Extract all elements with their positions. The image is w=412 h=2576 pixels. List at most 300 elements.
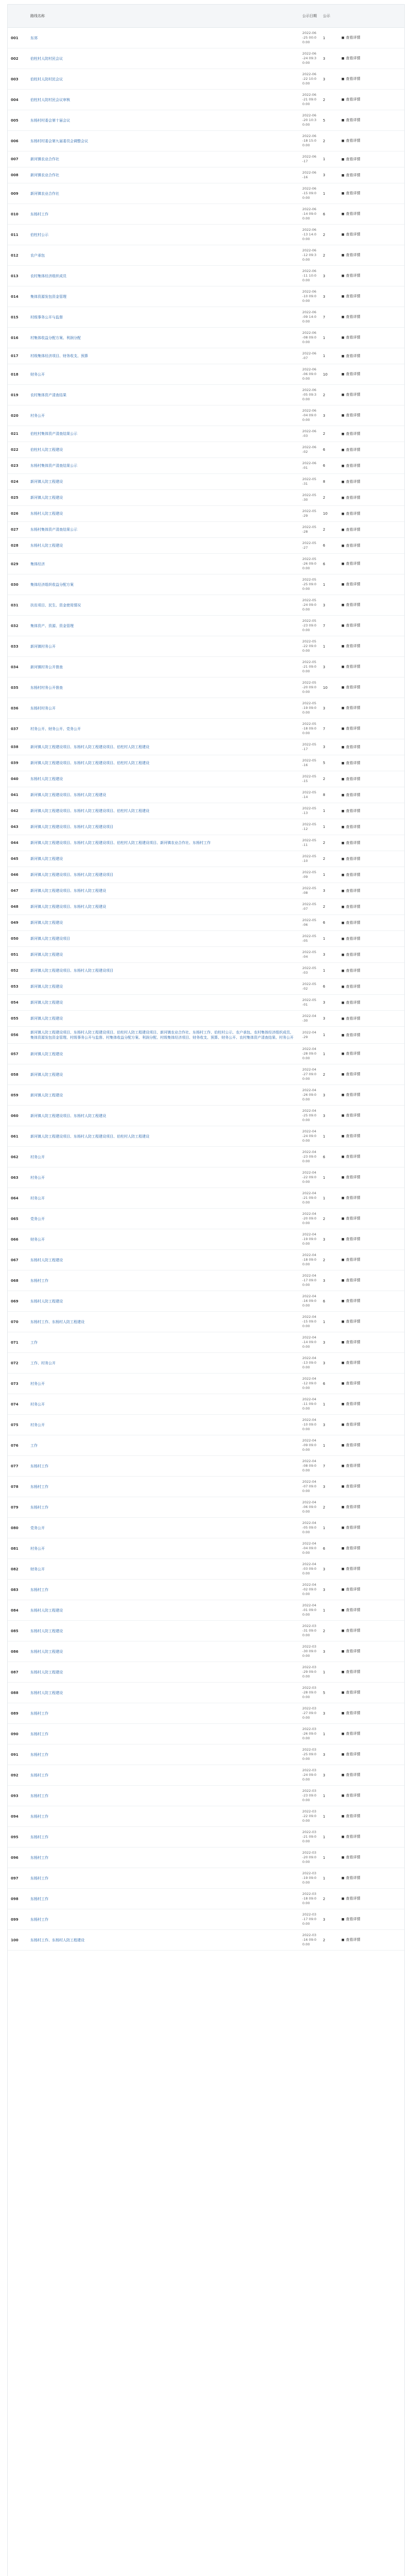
row-action-cell: [338, 1332, 405, 1353]
view-details-button[interactable]: [341, 1525, 360, 1531]
square-bullet-icon: ■: [341, 645, 345, 648]
row-action-cell: [338, 1435, 405, 1456]
row-action-cell: [338, 771, 405, 787]
row-date: 2022-06-08 09:00:00: [302, 331, 317, 344]
row-title-link[interactable]: 财务公开: [30, 1237, 45, 1242]
view-details-button[interactable]: [341, 1298, 360, 1304]
row-title-link[interactable]: 东杨村工作: [30, 1896, 48, 1901]
row-title-link[interactable]: 东杨村人防工程建设: [30, 544, 63, 548]
view-details-button[interactable]: [341, 1154, 360, 1160]
view-details-label: 查看详情: [346, 447, 360, 452]
view-details-button[interactable]: [341, 760, 360, 766]
square-bullet-icon: ■: [341, 937, 345, 941]
table-row: [8, 167, 405, 183]
row-title-link[interactable]: 新河镇人防工程建设项目、东杨村人防工程建设项目、伯柱村人防工程建设项目、新河镇农业合作社、东杨村工作: [30, 841, 211, 845]
row-count: 3: [323, 745, 325, 749]
row-date: 2022-05-22 09:00:00: [302, 639, 317, 653]
view-details-button[interactable]: [341, 252, 360, 258]
square-bullet-icon: ■: [341, 1114, 345, 1117]
row-number: 025: [11, 496, 19, 500]
row-title-link[interactable]: 东杨村工作: [30, 1752, 48, 1757]
view-details-button[interactable]: [341, 1855, 360, 1860]
row-count: 3: [323, 294, 325, 299]
view-details-button[interactable]: [341, 1669, 360, 1675]
view-details-button[interactable]: [341, 582, 360, 587]
view-details-button[interactable]: [341, 463, 360, 469]
row-title-link[interactable]: 新河镇人防工程建设项目、东杨村人防工程建设项目、伯柱村人防工程建设项目、新河镇农业合作社、东杨村工作、伯柱村公示、农户承包、农村集体经济组织成员、集体资源发包资金管理、村级事务公开与监督、村集体收益分配方案、利润分配、村级集体经济项目、财务收支、预算、财务公开、农村集体资产清查结果、村务公开: [30, 1030, 294, 1040]
row-number: 048: [11, 905, 19, 909]
row-title-link[interactable]: 财务公开: [30, 372, 45, 377]
row-title-link[interactable]: 东杨村人防工程建设: [30, 1608, 63, 1613]
view-details-button[interactable]: [341, 1793, 360, 1799]
view-details-button[interactable]: [341, 1175, 360, 1180]
row-title-link[interactable]: 农村集体资产清查结果: [30, 393, 66, 397]
row-title-link[interactable]: 东杨村村务公开督查: [30, 685, 63, 690]
view-details-button[interactable]: [341, 776, 360, 782]
view-details-label: 查看详情: [346, 173, 360, 177]
row-action-cell: [338, 506, 405, 522]
row-title-link[interactable]: 东杨村工作: [30, 1773, 48, 1777]
view-details-button[interactable]: [341, 1772, 360, 1778]
view-details-button[interactable]: [341, 920, 360, 926]
square-bullet-icon: ■: [341, 118, 345, 122]
view-details-label: 查看详情: [346, 1319, 360, 1324]
row-title-link[interactable]: 东杨村工作: [30, 1835, 48, 1839]
view-details-button[interactable]: [341, 1814, 360, 1819]
row-number: 023: [11, 464, 19, 468]
header-count[interactable]: 公示: [320, 5, 338, 28]
view-details-button[interactable]: [341, 1016, 360, 1022]
view-details-button[interactable]: [341, 1607, 360, 1613]
view-details-button[interactable]: [341, 527, 360, 533]
view-details-button[interactable]: [341, 602, 360, 608]
view-details-button[interactable]: [341, 335, 360, 341]
header-name[interactable]: 路线名称: [27, 5, 299, 28]
row-title-link[interactable]: 东杨村人防工程建设: [30, 512, 63, 516]
square-bullet-icon: ■: [341, 464, 345, 468]
view-details-button[interactable]: [341, 685, 360, 690]
row-count: 2: [323, 528, 325, 532]
row-action-cell: [338, 787, 405, 803]
view-details-button[interactable]: [341, 872, 360, 878]
view-details-button[interactable]: [341, 479, 360, 485]
row-title-link[interactable]: 工作、村务公开: [30, 1361, 56, 1365]
view-details-label: 查看详情: [346, 1567, 360, 1571]
row-title-link[interactable]: 东杨村村务公开: [30, 706, 56, 710]
view-details-button[interactable]: [341, 1051, 360, 1057]
row-action-cell: [338, 385, 405, 405]
header-date[interactable]: 公示日期: [299, 5, 320, 28]
row-count: 2: [323, 857, 325, 861]
row-title-link[interactable]: 东杨村人防工程建设: [30, 1670, 63, 1674]
row-title-link[interactable]: 新河镇人防工程建设项目、东杨村人防工程建设: [30, 889, 106, 893]
row-title-link[interactable]: 新河镇人防工程建设: [30, 1001, 63, 1005]
square-bullet-icon: ■: [341, 1856, 345, 1859]
view-details-button[interactable]: [341, 543, 360, 549]
row-count: 1: [323, 354, 325, 358]
view-details-button[interactable]: [341, 117, 360, 123]
view-details-label: 查看详情: [346, 191, 360, 195]
row-title-link[interactable]: 东杨村工作: [30, 1484, 48, 1489]
view-details-button[interactable]: [341, 173, 360, 178]
row-title-link[interactable]: 新河镇农业合作社: [30, 173, 59, 177]
row-title-link[interactable]: 东杨村人防工程建设: [30, 1629, 63, 1633]
square-bullet-icon: ■: [341, 1485, 345, 1488]
view-details-label: 查看详情: [346, 808, 360, 813]
view-details-label: 查看详情: [346, 212, 360, 216]
view-details-button[interactable]: [341, 643, 360, 649]
row-date: 2022-04-30: [302, 1014, 317, 1023]
row-title-link[interactable]: 伯柱村人防村民会议审核: [30, 97, 70, 102]
row-title-link[interactable]: 东杨村人防工程建设: [30, 1649, 63, 1654]
row-title-link[interactable]: 新河镇人防工程建设: [30, 921, 63, 925]
view-details-button[interactable]: [341, 97, 360, 103]
row-title-link[interactable]: 新河镇人防工程建设项目、东杨村人防工程建设: [30, 905, 106, 909]
row-title-link[interactable]: 东杨村村委会第九届委员会调整会议: [30, 139, 88, 143]
row-number: 074: [11, 1402, 19, 1406]
row-action-cell: [338, 1477, 405, 1497]
row-count: 5: [323, 761, 325, 765]
row-title-link[interactable]: 村级事务公开与监督: [30, 315, 63, 319]
row-number: 044: [11, 841, 19, 845]
square-bullet-icon: ■: [341, 1155, 345, 1159]
row-count: 3: [323, 1361, 325, 1365]
view-details-button[interactable]: [341, 1032, 360, 1038]
view-details-label: 查看详情: [346, 393, 360, 397]
row-date: 2022-05-05: [302, 934, 317, 943]
row-count: 3: [323, 1278, 325, 1283]
view-details-button[interactable]: [341, 936, 360, 942]
square-bullet-icon: ■: [341, 315, 345, 319]
view-details-button[interactable]: [341, 888, 360, 894]
view-details-button[interactable]: [341, 495, 360, 501]
view-details-button[interactable]: [341, 792, 360, 798]
row-date: 2022-04-24 09:00:00: [302, 1129, 317, 1143]
row-title-link[interactable]: 新河镇人防工程建设项目、东杨村人防工程建设项目: [30, 873, 113, 877]
view-details-button[interactable]: [341, 1546, 360, 1551]
view-details-button[interactable]: [341, 904, 360, 910]
row-number: 086: [11, 1649, 19, 1654]
view-details-button[interactable]: [341, 1216, 360, 1222]
square-bullet-icon: ■: [341, 1732, 345, 1736]
row-title-link[interactable]: 村务公开: [30, 1422, 45, 1427]
row-action-cell: [338, 1518, 405, 1538]
view-details-label: 查看详情: [346, 1484, 360, 1488]
row-count: 3: [323, 1093, 325, 1097]
row-title-link[interactable]: 伯柱村人防村民会议: [30, 77, 63, 81]
row-title-link[interactable]: 集体经济组织收益分配方案: [30, 582, 74, 587]
row-title-link[interactable]: 村务公开: [30, 413, 45, 418]
view-details-button[interactable]: [341, 1463, 360, 1469]
row-title-link[interactable]: 集体资源发包资金管理: [30, 294, 66, 299]
row-title-link[interactable]: 新河镇人防工程建设项目、东杨村人防工程建设: [30, 1113, 106, 1118]
row-title-link[interactable]: 新河镇人防工程建设项目、东杨村人防工程建设: [30, 793, 106, 797]
row-date: 2022-06-04 09:00:00: [302, 409, 317, 422]
square-bullet-icon: ■: [341, 1279, 345, 1282]
row-title-link[interactable]: 东杨村工作: [30, 212, 48, 216]
view-details-button[interactable]: [341, 1752, 360, 1757]
view-details-button[interactable]: [341, 561, 360, 567]
row-title-link[interactable]: 新河镇人防工程建设项目、东杨村人防工程建设项目: [30, 825, 113, 829]
row-title-link[interactable]: 东杨村集体资产清查结果公示: [30, 464, 77, 468]
view-details-button[interactable]: [341, 138, 360, 144]
view-details-button[interactable]: [341, 1875, 360, 1881]
row-title-link[interactable]: 东杨村工作: [30, 1855, 48, 1860]
row-date: 2022-06-18 15:00:00: [302, 134, 317, 147]
row-title-link[interactable]: 集体经济: [30, 562, 45, 566]
view-details-button[interactable]: [341, 1917, 360, 1922]
view-details-button[interactable]: [341, 1587, 360, 1592]
view-details-button[interactable]: [341, 1484, 360, 1489]
view-details-button[interactable]: [341, 968, 360, 974]
row-title-link[interactable]: 党务公开: [30, 1216, 45, 1221]
view-details-button[interactable]: [341, 232, 360, 238]
row-title-link[interactable]: 村务公开: [30, 1155, 45, 1159]
row-title-link[interactable]: 伯柱村集体资产清查结果公示: [30, 432, 77, 436]
view-details-button[interactable]: [341, 1113, 360, 1118]
view-details-button[interactable]: [341, 1731, 360, 1737]
row-title-link[interactable]: 财务公开: [30, 1567, 45, 1571]
view-details-button[interactable]: [341, 1072, 360, 1077]
row-title-link[interactable]: 农村集体经济组织成员: [30, 274, 66, 278]
row-count: 3: [323, 603, 325, 607]
row-title-link[interactable]: 新河镇人防工程建设: [30, 953, 63, 957]
row-title-link[interactable]: 东杨村工作: [30, 1505, 48, 1510]
row-title-link[interactable]: 东杨村工作、东杨村人防工程建设: [30, 1319, 84, 1324]
row-title-link[interactable]: 新河镇人防工程建设: [30, 857, 63, 861]
row-title-link[interactable]: 东郊: [30, 36, 38, 40]
view-details-button[interactable]: [341, 1896, 360, 1902]
row-date: 2022-05-04: [302, 950, 317, 959]
row-number: 032: [11, 623, 19, 628]
view-details-button[interactable]: [341, 1443, 360, 1448]
row-title-link[interactable]: 东杨村人防工程建设: [30, 777, 63, 781]
row-title-link[interactable]: 新河镇人防工程建设: [30, 1072, 63, 1077]
square-bullet-icon: ■: [341, 1341, 345, 1344]
table-row: [8, 1600, 405, 1621]
row-number: 021: [11, 432, 19, 436]
view-details-label: 查看详情: [346, 1732, 360, 1736]
row-title-link[interactable]: 工作: [30, 1443, 38, 1448]
row-title-link[interactable]: 新河镇人防工程建设: [30, 1093, 63, 1097]
view-details-button[interactable]: [341, 1566, 360, 1572]
view-details-button[interactable]: [341, 294, 360, 299]
view-details-button[interactable]: [341, 1000, 360, 1006]
row-title-link[interactable]: 新河镇人防工程建设: [30, 496, 63, 500]
view-details-button[interactable]: [341, 984, 360, 990]
row-action-cell: [338, 1027, 405, 1044]
view-details-button[interactable]: [341, 856, 360, 862]
square-bullet-icon: ■: [341, 98, 345, 101]
view-details-button[interactable]: [341, 1236, 360, 1242]
view-details-button[interactable]: [341, 353, 360, 359]
view-details-button[interactable]: [341, 824, 360, 830]
row-title-link[interactable]: 新河镇人防工程建设: [30, 1016, 63, 1021]
row-title-link[interactable]: 集体资产、资源、资金管理: [30, 623, 74, 628]
view-details-button[interactable]: [341, 273, 360, 279]
view-details-button[interactable]: [341, 1195, 360, 1201]
row-count: 2: [323, 496, 325, 500]
view-details-button[interactable]: [341, 664, 360, 670]
row-title-link[interactable]: 新河镇农业合作社: [30, 157, 59, 161]
view-details-button[interactable]: [341, 1360, 360, 1366]
row-title-link[interactable]: 新河镇人防工程建设项目、东杨村人防工程建设项目、伯柱村人防工程建设: [30, 745, 149, 749]
row-title-link[interactable]: 东杨村集体资产清查结果公示: [30, 528, 77, 532]
square-bullet-icon: ■: [341, 825, 345, 829]
row-title-link[interactable]: 东杨村工作: [30, 1917, 48, 1922]
row-action-cell: [338, 979, 405, 995]
view-details-button[interactable]: [341, 1278, 360, 1283]
table-header-row: [8, 5, 405, 28]
row-title-link[interactable]: 村务公开: [30, 1196, 45, 1200]
row-action-cell: [338, 426, 405, 442]
row-number: 041: [11, 793, 19, 797]
view-details-button[interactable]: [341, 1649, 360, 1654]
view-details-button[interactable]: [341, 1628, 360, 1634]
row-count: 2: [323, 432, 325, 436]
table-row: [8, 1147, 405, 1167]
square-bullet-icon: ■: [341, 1815, 345, 1818]
row-title-link[interactable]: 伯柱村公示: [30, 232, 48, 237]
row-title-link[interactable]: 村务公开: [30, 1381, 45, 1386]
view-details-button[interactable]: [341, 1133, 360, 1139]
view-details-button[interactable]: [341, 157, 360, 162]
row-title-link[interactable]: 东杨村工作: [30, 1711, 48, 1716]
row-count: 5: [323, 118, 325, 123]
row-title-link[interactable]: 东杨村人防工程建设: [30, 1258, 63, 1262]
view-details-button[interactable]: [341, 413, 360, 418]
row-date: 2022-05-13: [302, 806, 317, 815]
row-count: 1: [323, 969, 325, 973]
view-details-button[interactable]: [341, 211, 360, 217]
table-row: [8, 1126, 405, 1147]
view-details-label: 查看详情: [346, 1299, 360, 1303]
view-details-button[interactable]: [341, 1710, 360, 1716]
row-title-link[interactable]: 新河镇农业合作社: [30, 191, 59, 196]
row-title-link[interactable]: 东杨村工作: [30, 1464, 48, 1468]
row-title-link[interactable]: 东杨村村委会第十届会议: [30, 118, 70, 123]
row-title-link[interactable]: 村务公开: [30, 1402, 45, 1406]
row-action-cell: [338, 1641, 405, 1662]
row-title-link[interactable]: 农户承包: [30, 253, 45, 258]
row-title-link[interactable]: 东杨村工作: [30, 1814, 48, 1819]
view-details-button[interactable]: [341, 1504, 360, 1510]
row-date: 2022-06-10 09:00:00: [302, 290, 317, 303]
row-number: 085: [11, 1629, 19, 1633]
square-bullet-icon: ■: [341, 745, 345, 749]
square-bullet-icon: ■: [341, 1033, 345, 1037]
row-title-link[interactable]: 东杨村工作: [30, 1278, 48, 1283]
view-details-button[interactable]: [341, 56, 360, 61]
row-date: 2022-05-01: [302, 998, 317, 1007]
row-title-link[interactable]: 东杨村工作: [30, 1793, 48, 1798]
view-details-button[interactable]: [341, 1690, 360, 1696]
view-details-button[interactable]: [341, 447, 360, 453]
view-details-button[interactable]: [341, 371, 360, 377]
row-title-link[interactable]: 村级集体经济项目、财务收支、预算: [30, 354, 88, 358]
view-details-button[interactable]: [341, 623, 360, 629]
view-details-button[interactable]: [341, 840, 360, 846]
row-title-link[interactable]: 扶贫项目、民生、资金使用情况: [30, 603, 81, 607]
row-title-link[interactable]: 新河镇人防工程建设: [30, 1052, 63, 1056]
row-title-link[interactable]: 新河镇人防工程建设项目、东杨村人防工程建设项目、伯柱村人防工程建设: [30, 761, 149, 765]
square-bullet-icon: ■: [341, 841, 345, 845]
row-number: 098: [11, 1896, 19, 1901]
row-count: 3: [323, 1587, 325, 1592]
row-title-link[interactable]: 伯柱村人防工程建设: [30, 448, 63, 452]
view-details-button[interactable]: [341, 511, 360, 517]
view-details-button[interactable]: [341, 76, 360, 82]
row-title-link[interactable]: 东杨村工作: [30, 1587, 48, 1592]
table-row: [8, 739, 405, 755]
row-title-link[interactable]: 党务公开: [30, 1526, 45, 1530]
square-bullet-icon: ■: [341, 139, 345, 143]
table-row: [8, 1374, 405, 1394]
row-title-link[interactable]: 村务公开: [30, 1546, 45, 1551]
row-title-link[interactable]: 工作: [30, 1340, 38, 1345]
row-title-link[interactable]: 新河镇人防工程建设项目: [30, 937, 70, 941]
row-action-cell: [338, 1456, 405, 1477]
row-count: 1: [323, 1855, 325, 1860]
row-title-link[interactable]: 东杨村人防工程建设: [30, 1299, 63, 1303]
view-details-button[interactable]: [341, 726, 360, 732]
row-title-link[interactable]: 新河镇人防工程建设项目、东杨村人防工程建设项目、伯柱村人防工程建设: [30, 1134, 149, 1139]
row-count: 3: [323, 1113, 325, 1118]
view-details-button[interactable]: [341, 314, 360, 320]
row-title-link[interactable]: 东杨村工作: [30, 1732, 48, 1736]
view-details-label: 查看详情: [346, 1072, 360, 1076]
view-details-button[interactable]: [341, 1381, 360, 1386]
row-title-link[interactable]: 东杨村人防工程建设: [30, 1690, 63, 1695]
view-details-button[interactable]: [341, 1422, 360, 1428]
view-details-button[interactable]: [341, 191, 360, 196]
row-title-link[interactable]: 东杨村工作: [30, 1876, 48, 1880]
table-row: [8, 851, 405, 867]
view-details-button[interactable]: [341, 35, 360, 41]
row-title-link[interactable]: 新河镇村务公开督查: [30, 665, 63, 669]
row-title-link[interactable]: 东杨村工作、东杨村人防工程建设: [30, 1938, 84, 1942]
row-title-link[interactable]: 新河镇人防工程建设: [30, 480, 63, 484]
view-details-button[interactable]: [341, 808, 360, 814]
row-count: 2: [323, 777, 325, 781]
view-details-button[interactable]: [341, 1319, 360, 1325]
row-title-link[interactable]: 伯柱村人防村民会议: [30, 56, 63, 61]
view-details-button[interactable]: [341, 1257, 360, 1263]
view-details-button[interactable]: [341, 952, 360, 958]
row-number: 040: [11, 777, 19, 781]
view-details-button[interactable]: [341, 744, 360, 750]
row-title-link[interactable]: 新河镇人防工程建设项目、东杨村人防工程建设项目、伯柱村人防工程建设: [30, 809, 149, 813]
view-details-button[interactable]: [341, 431, 360, 437]
view-details-button[interactable]: [341, 1401, 360, 1407]
row-title-link[interactable]: 新河镇村务公开: [30, 644, 56, 649]
row-action-cell: [338, 28, 405, 48]
view-details-button[interactable]: [341, 1092, 360, 1098]
row-title-link[interactable]: 新河镇人防工程建设项目、东杨村人防工程建设项目: [30, 969, 113, 973]
view-details-button[interactable]: [341, 1340, 360, 1345]
row-title-link[interactable]: 新河镇人防工程建设: [30, 985, 63, 989]
row-title-link[interactable]: 村务公开、财务公开、党务公开: [30, 726, 81, 731]
view-details-button[interactable]: [341, 392, 360, 398]
view-details-button[interactable]: [341, 1937, 360, 1943]
view-details-button[interactable]: [341, 705, 360, 711]
view-details-label: 查看详情: [346, 1546, 360, 1550]
row-number: 070: [11, 1319, 19, 1324]
row-count: 3: [323, 706, 325, 710]
row-title-link[interactable]: 村集体收益分配方案、利润分配: [30, 335, 81, 340]
view-details-button[interactable]: [341, 1834, 360, 1840]
row-title-link[interactable]: 村务公开: [30, 1175, 45, 1180]
